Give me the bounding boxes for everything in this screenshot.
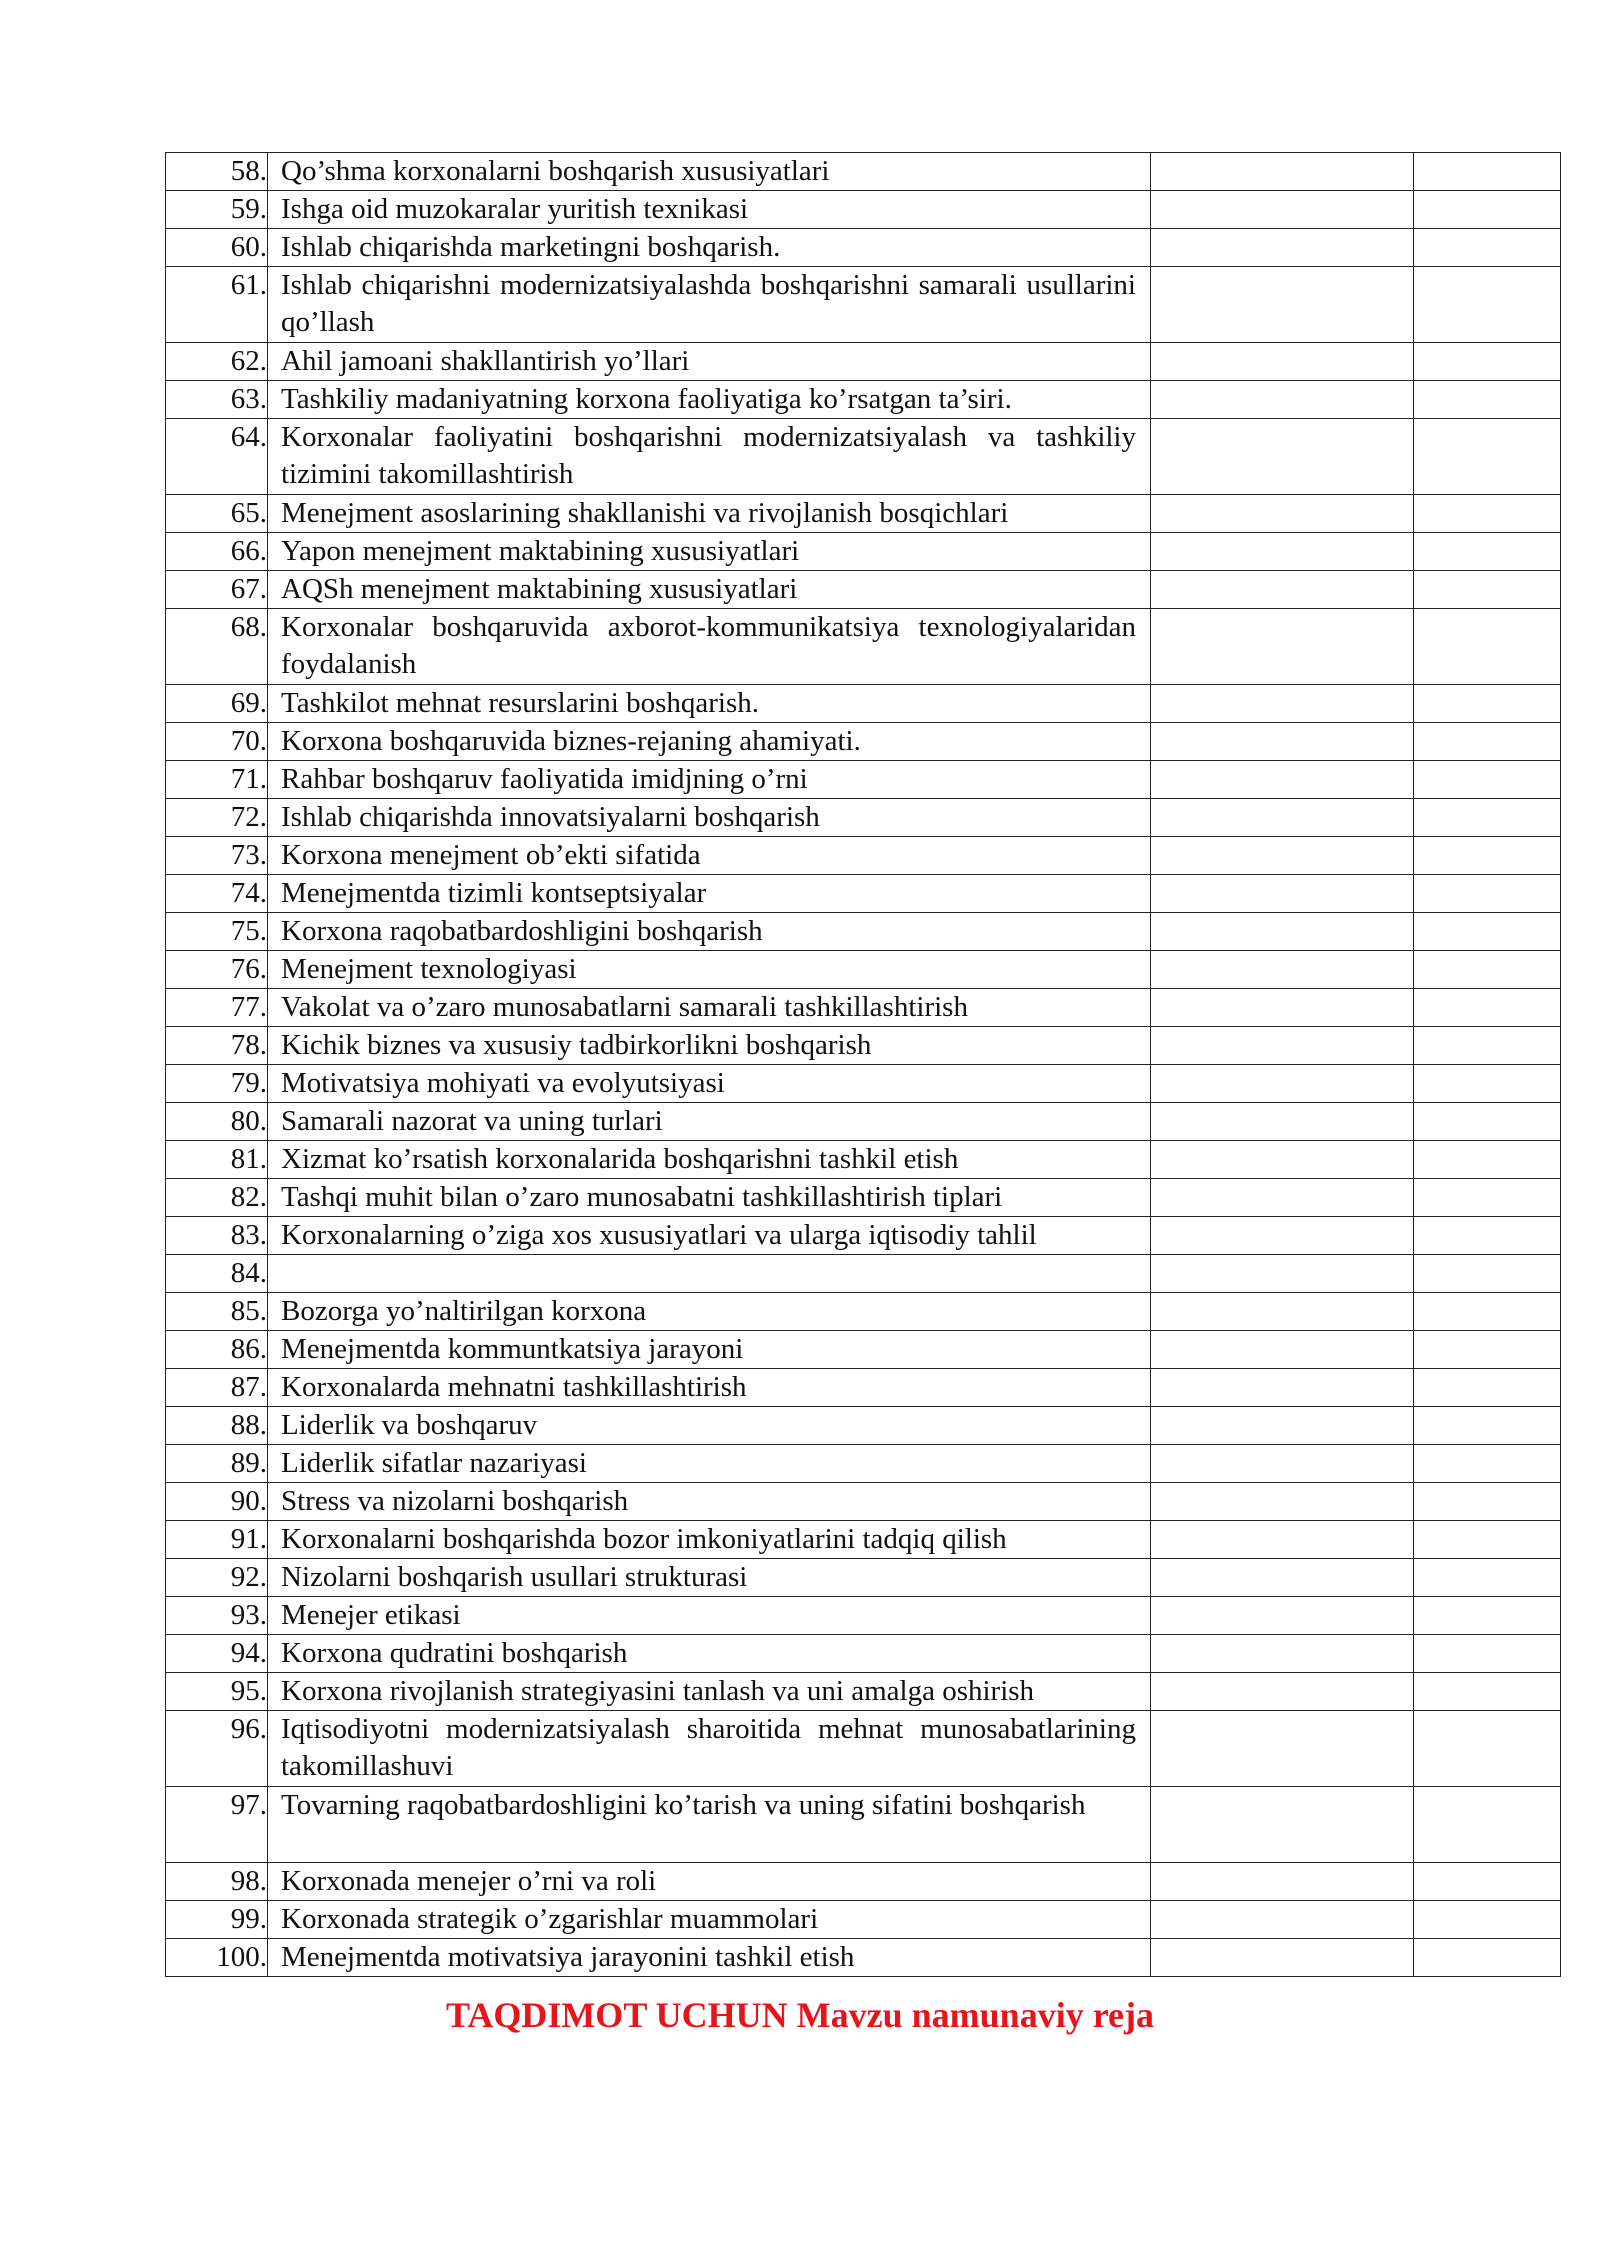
row-topic: Xizmat ko’rsatish korxonalarida boshqarishni tashkil etish [268,1141,1151,1179]
empty-cell [1151,1103,1414,1141]
table-row [166,913,1561,951]
row-topic: AQSh menejment maktabining xususiyatlari [268,571,1151,609]
empty-cell [1414,1673,1561,1711]
empty-cell [1414,761,1561,799]
row-number: 92. [166,1559,268,1597]
empty-cell [1414,1179,1561,1217]
empty-cell [1151,343,1414,381]
empty-cell [1414,1597,1561,1635]
empty-cell [1414,1065,1561,1103]
topics-table [165,152,1561,1977]
empty-cell [1414,571,1561,609]
row-number: 99. [166,1901,268,1939]
empty-cell [1151,609,1414,685]
table-row [166,229,1561,267]
empty-cell [1151,1939,1414,1977]
empty-cell [1414,1521,1561,1559]
row-topic: Menejmentda tizimli kontseptsiyalar [268,875,1151,913]
table-row [166,723,1561,761]
empty-cell [1151,913,1414,951]
empty-cell [1151,1445,1414,1483]
row-topic: Korxonada strategik o’zgarishlar muammolari [268,1901,1151,1939]
empty-cell [1414,1901,1561,1939]
row-topic: Stress va nizolarni boshqarish [268,1483,1151,1521]
empty-cell [1414,837,1561,875]
row-topic: Iqtisodiyotni modernizatsiyalash sharoitida mehnat munosabatlarining takomillashuvi [268,1711,1151,1787]
row-topic: Yapon menejment maktabining xususiyatlari [268,533,1151,571]
empty-cell [1151,1407,1414,1445]
table-row [166,1673,1561,1711]
table-row [166,1369,1561,1407]
row-topic: Rahbar boshqaruv faoliyatida imidjning o’rni [268,761,1151,799]
row-topic [268,1255,1151,1293]
empty-cell [1414,1711,1561,1787]
table-row [166,1559,1561,1597]
row-topic: Samarali nazorat va uning turlari [268,1103,1151,1141]
table-row [166,191,1561,229]
empty-cell [1414,1369,1561,1407]
row-topic: Korxonada menejer o’rni va roli [268,1863,1151,1901]
empty-cell [1414,419,1561,495]
table-row [166,837,1561,875]
table-row [166,609,1561,685]
empty-cell [1414,875,1561,913]
table-row [166,1141,1561,1179]
row-number: 98. [166,1863,268,1901]
empty-cell [1151,153,1414,191]
row-number: 96. [166,1711,268,1787]
empty-cell [1151,571,1414,609]
empty-cell [1151,1217,1414,1255]
empty-cell [1414,913,1561,951]
empty-cell [1151,1673,1414,1711]
row-topic: Motivatsiya mohiyati va evolyutsiyasi [268,1065,1151,1103]
empty-cell [1151,1027,1414,1065]
row-number: 95. [166,1673,268,1711]
empty-cell [1414,989,1561,1027]
row-number: 88. [166,1407,268,1445]
table-row [166,1293,1561,1331]
table-row [166,495,1561,533]
empty-cell [1151,267,1414,343]
empty-cell [1151,1369,1414,1407]
row-topic: Korxonalar faoliyatini boshqarishni modernizatsiyalash va tashkiliy tizimini takomillashtirish [268,419,1151,495]
empty-cell [1414,191,1561,229]
empty-cell [1414,343,1561,381]
empty-cell [1151,1635,1414,1673]
empty-cell [1414,1483,1561,1521]
row-topic: Ishlab chiqarishda marketingni boshqarish. [268,229,1151,267]
empty-cell [1414,1787,1561,1863]
row-topic: Tovarning raqobatbardoshligini ko’tarish va uning sifatini boshqarish [268,1787,1151,1863]
empty-cell [1151,381,1414,419]
table-row [166,381,1561,419]
empty-cell [1151,1141,1414,1179]
empty-cell [1151,989,1414,1027]
table-row [166,951,1561,989]
row-number: 69. [166,685,268,723]
row-topic: Ishga oid muzokaralar yuritish texnikasi [268,191,1151,229]
row-topic: Korxonalarning o’ziga xos xususiyatlari va ularga iqtisodiy tahlil [268,1217,1151,1255]
empty-cell [1414,723,1561,761]
empty-cell [1414,1141,1561,1179]
row-number: 86. [166,1331,268,1369]
empty-cell [1151,837,1414,875]
row-number: 64. [166,419,268,495]
table-row [166,1939,1561,1977]
row-number: 76. [166,951,268,989]
row-number: 72. [166,799,268,837]
empty-cell [1151,951,1414,989]
empty-cell [1414,1407,1561,1445]
empty-cell [1151,191,1414,229]
row-number: 84. [166,1255,268,1293]
row-number: 100. [166,1939,268,1977]
empty-cell [1414,533,1561,571]
empty-cell [1414,1331,1561,1369]
empty-cell [1414,799,1561,837]
row-number: 66. [166,533,268,571]
row-number: 62. [166,343,268,381]
row-number: 77. [166,989,268,1027]
table-row [166,1027,1561,1065]
table-row [166,153,1561,191]
table-row [166,1179,1561,1217]
empty-cell [1151,1255,1414,1293]
row-number: 74. [166,875,268,913]
table-row [166,1901,1561,1939]
row-number: 79. [166,1065,268,1103]
row-number: 82. [166,1179,268,1217]
row-topic: Menejmentda kommuntkatsiya jarayoni [268,1331,1151,1369]
row-topic: Korxona menejment ob’ekti sifatida [268,837,1151,875]
table-row [166,1103,1561,1141]
table-row [166,1217,1561,1255]
empty-cell [1151,1293,1414,1331]
empty-cell [1414,1103,1561,1141]
row-topic: Kichik biznes va xususiy tadbirkorlikni boshqarish [268,1027,1151,1065]
empty-cell [1414,1559,1561,1597]
empty-cell [1414,1293,1561,1331]
table-row [166,267,1561,343]
row-topic: Menejmentda motivatsiya jarayonini tashkil etish [268,1939,1151,1977]
row-number: 61. [166,267,268,343]
empty-cell [1414,1445,1561,1483]
empty-cell [1151,1483,1414,1521]
empty-cell [1151,723,1414,761]
empty-cell [1414,685,1561,723]
table-row [166,761,1561,799]
empty-cell [1151,533,1414,571]
empty-cell [1414,1863,1561,1901]
row-topic: Korxonalarda mehnatni tashkillashtirish [268,1369,1151,1407]
row-topic: Qo’shma korxonalarni boshqarish xususiyatlari [268,153,1151,191]
empty-cell [1414,1939,1561,1977]
row-number: 90. [166,1483,268,1521]
empty-cell [1414,381,1561,419]
row-topic: Menejment asoslarining shakllanishi va rivojlanish bosqichlari [268,495,1151,533]
table-row [166,799,1561,837]
table-row [166,1787,1561,1863]
empty-cell [1151,229,1414,267]
row-number: 71. [166,761,268,799]
row-number: 81. [166,1141,268,1179]
row-number: 70. [166,723,268,761]
table-row [166,1597,1561,1635]
table-row [166,533,1561,571]
row-topic: Ahil jamoani shakllantirish yo’llari [268,343,1151,381]
row-topic: Korxona boshqaruvida biznes-rejaning ahamiyati. [268,723,1151,761]
row-topic: Nizolarni boshqarish usullari strukturasi [268,1559,1151,1597]
empty-cell [1151,1559,1414,1597]
empty-cell [1151,1597,1414,1635]
row-topic: Korxona qudratini boshqarish [268,1635,1151,1673]
empty-cell [1414,1217,1561,1255]
row-number: 67. [166,571,268,609]
table-row [166,1255,1561,1293]
row-number: 87. [166,1369,268,1407]
row-topic: Tashkilot mehnat resurslarini boshqarish. [268,685,1151,723]
topics-table-body [166,153,1561,1977]
empty-cell [1414,1255,1561,1293]
empty-cell [1151,419,1414,495]
empty-cell [1151,1863,1414,1901]
empty-cell [1414,1635,1561,1673]
row-number: 85. [166,1293,268,1331]
empty-cell [1414,153,1561,191]
table-row [166,1711,1561,1787]
row-topic: Liderlik va boshqaruv [268,1407,1151,1445]
table-row [166,1483,1561,1521]
table-row [166,875,1561,913]
row-topic: Korxonalar boshqaruvida axborot-kommunikatsiya texnologiyalaridan foydalanish [268,609,1151,685]
empty-cell [1151,1331,1414,1369]
empty-cell [1151,1711,1414,1787]
row-number: 93. [166,1597,268,1635]
row-number: 60. [166,229,268,267]
empty-cell [1414,951,1561,989]
row-number: 58. [166,153,268,191]
empty-cell [1414,267,1561,343]
empty-cell [1151,1787,1414,1863]
table-row [166,1521,1561,1559]
row-number: 97. [166,1787,268,1863]
table-row [166,1635,1561,1673]
empty-cell [1151,875,1414,913]
table-row [166,1863,1561,1901]
table-row [166,419,1561,495]
row-topic: Menejer etikasi [268,1597,1151,1635]
empty-cell [1151,761,1414,799]
row-topic: Menejment texnologiyasi [268,951,1151,989]
footer-title: TAQDIMOT UCHUN Mavzu namunaviy reja [445,1995,1154,2035]
row-topic: Vakolat va o’zaro munosabatlarni samarali tashkillashtirish [268,989,1151,1027]
empty-cell [1414,1027,1561,1065]
empty-cell [1151,495,1414,533]
table-row [166,1331,1561,1369]
row-number: 73. [166,837,268,875]
row-topic: Ishlab chiqarishda innovatsiyalarni boshqarish [268,799,1151,837]
table-row [166,1445,1561,1483]
table-row [166,685,1561,723]
row-topic: Bozorga yo’naltirilgan korxona [268,1293,1151,1331]
empty-cell [1151,685,1414,723]
row-topic: Korxona raqobatbardoshligini boshqarish [268,913,1151,951]
empty-cell [1151,1179,1414,1217]
table-row [166,1407,1561,1445]
row-number: 94. [166,1635,268,1673]
table-row [166,343,1561,381]
table-row [166,571,1561,609]
row-number: 63. [166,381,268,419]
row-number: 83. [166,1217,268,1255]
row-topic: Korxona rivojlanish strategiyasini tanlash va uni amalga oshirish [268,1673,1151,1711]
row-topic: Liderlik sifatlar nazariyasi [268,1445,1151,1483]
table-row [166,989,1561,1027]
row-number: 89. [166,1445,268,1483]
empty-cell [1414,495,1561,533]
empty-cell [1151,1521,1414,1559]
row-number: 75. [166,913,268,951]
row-topic: Korxonalarni boshqarishda bozor imkoniyatlarini tadqiq qilish [268,1521,1151,1559]
row-number: 80. [166,1103,268,1141]
empty-cell [1414,609,1561,685]
row-number: 78. [166,1027,268,1065]
empty-cell [1151,1065,1414,1103]
table-row [166,1065,1561,1103]
row-topic: Ishlab chiqarishni modernizatsiyalashda boshqarishni samarali usullarini qo’llash [268,267,1151,343]
empty-cell [1151,799,1414,837]
row-topic: Tashqi muhit bilan o’zaro munosabatni tashkillashtirish tiplari [268,1179,1151,1217]
row-topic: Tashkiliy madaniyatning korxona faoliyatiga ko’rsatgan ta’siri. [268,381,1151,419]
row-number: 68. [166,609,268,685]
empty-cell [1414,229,1561,267]
row-number: 59. [166,191,268,229]
row-number: 65. [166,495,268,533]
row-number: 91. [166,1521,268,1559]
empty-cell [1151,1901,1414,1939]
